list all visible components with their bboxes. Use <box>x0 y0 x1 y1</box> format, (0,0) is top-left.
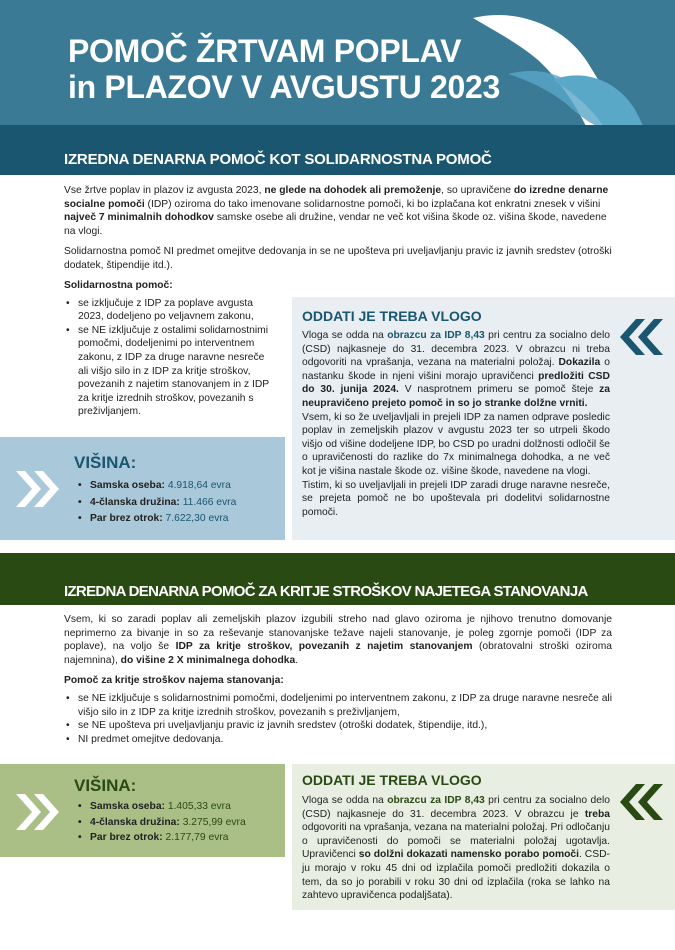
list-item: • se izključuje z IDP za poplave avgusta 2023, dodeljeno po veljavnem zakonu, <box>64 297 276 324</box>
visina-title: VIŠINA: <box>74 776 137 795</box>
page-title: POMOČ ŽRTVAM POPLAV in PLAZOV V AVGUSTU 2023 <box>68 33 501 105</box>
double-chevron-left-icon <box>617 784 663 820</box>
vloga-title: ODDATI JE TREBA VLOGO <box>302 772 482 788</box>
section2-intro <box>64 613 612 746</box>
vloga-box-2 <box>292 764 675 910</box>
double-chevron-right-icon <box>16 471 62 507</box>
section2-paragraph-1: Vsem, ki so zaradi poplav ali zemeljskih plazov izgubili streho nad glavo oziroma je njihovo trenutno domovanje neprimerno za bivanje in so za reševanje stanovanjske težave najeli stanovanje, je poleg zgornje pomoči (IDP za poplave), na voljo še IDP za kritje stroškov, povezanih z najetim stanovanjem (obratovalni stroški oziroma najemnina), do višine 2 X minimalnega dohodka. <box>64 614 612 666</box>
section1-paragraph-2: Solidarnostna pomoč NI predmet omejitve dedovanja in se ne upošteva pri uveljavljanju pravic iz javnih sredstev (otroški dodatek, štipendije itd.). <box>64 246 612 271</box>
section1-intro <box>64 184 612 273</box>
vloga-title: ODDATI JE TREBA VLOGO <box>302 308 482 324</box>
list-item: • se NE izključuje s solidarnostnimi pomočmi, dodeljenimi po interventnem zakonu, z IDP za druge naravne nesreče ali višjo silo in z IDP za kritje izrednih stroškov, povezanih s preživljanjem, <box>64 692 612 719</box>
list-item: • 4-članska družina: 3.275,99 evra <box>76 816 276 830</box>
vloga-text: Vloga se odda na obrazcu za IDP 8,43 pri centru za socialno delo (CSD) najkasneje do 31. decembra 2023. V obrazcu ni treba odgovoriti na vprašanja, vezana na materialni položaj. Dokazila o nastanku škode in njeni višini morajo upravičenci predložiti CSD do 30. junija 2024. V nasprotnem primeru se pomoč šteje za neupravičeno prejeto pomoč in so jo stranke dolžne vrniti. Vsem, ki so že uveljavljali in prejeli IDP za namen odprave posledic poplav in zemeljskih plazov v avgustu 2023 ter so utrpeli škodo višjo od višine dodeljene IDP, bo CSD po uradni dolžnosti odločil še o upravičenosti do razlike do 7x minimalnega dohodka, a ne več kot je višina nastale škode oz. višine škode, navedene na vlogi. Tistim, ki so uveljavljali in prejeli IDP zaradi druge naravne nesreče, se prejeta pomoč ne bo upoštevala pri dodelitvi solidarnostne pomoči. <box>302 330 611 518</box>
double-chevron-right-icon <box>16 794 62 830</box>
section1-list-title: Solidarnostna pomoč: <box>64 280 173 291</box>
visina-box-1 <box>0 437 285 540</box>
section2-list <box>64 692 612 746</box>
list-item: • Par brez otrok: 7.622,30 evra <box>76 512 276 526</box>
section1-paragraph-1: Vse žrtve poplav in plazov iz avgusta 2023, ne glede na dohodek ali premoženje, so upravičene do izredne denarne socialne pomoči (IDP) oziroma do tako imenovane solidarnostne pomoči, ki bo izplačana kot enkratni znesek v višini največ 7 minimalnih dohodkov samske osebe ali družine, vendar ne več kot višina škode oz. višina škode, navedene na vlogi. <box>64 185 609 237</box>
section1-band <box>0 125 675 175</box>
section2-list-title: Pomoč za kritje stroškov najema stanovanja: <box>64 675 284 687</box>
double-chevron-left-icon <box>617 319 663 355</box>
list-item: • Samska oseba: 1.405,33 evra <box>76 800 276 814</box>
list-item: • se NE upošteva pri uveljavljanju pravic iz javnih sredstev (otroški dodatek, štipendije, itd.), <box>64 719 612 733</box>
section2-heading: IZREDNA DENARNA POMOČ ZA KRITJE STROŠKOV NAJETEGA STANOVANJA <box>64 583 588 600</box>
section1-list-block <box>64 279 276 419</box>
list-item: • Samska oseba: 4.918,64 evra <box>76 479 276 493</box>
list-item: • se NE izključuje z ostalimi solidarnostnimi pomočmi, dodeljenimi po interventnem zakonu, z IDP za druge naravne nesreče ali višjo silo in z IDP za kritje stroškov, povezanih z najetim stanovanjem in z IDP za kritje izrednih stroškov, povezanih s preživljanjem. <box>64 324 276 419</box>
list-item: • 4-članska družina: 11.466 evra <box>76 496 276 510</box>
visina-list <box>76 479 276 526</box>
visina-list <box>76 800 276 845</box>
vloga-box-1 <box>292 297 675 540</box>
vloga-text: Vloga se odda na obrazcu za IDP 8,43 pri centru za socialno delo (CSD) najkasneje do 31. decembra 2023. V obrazcu je treba odgovoriti na vprašanja, vezana na materialni položaj. Pri odločanju o upravičenosti do pomoči se materialni položaj ugotavlja. Upravičenci so dolžni dokazati namensko porabo pomoči. CSD-ju morajo v roku 45 dni od izplačila pomoči predložiti dokazila o tem, da so jo porabili v roku 30 dni od izplačila (roka se lahko na zahtevo upravičenca podaljšata). <box>302 795 610 902</box>
section1-list <box>64 297 276 419</box>
visina-box-2 <box>0 764 285 857</box>
section2-band <box>0 553 675 605</box>
section1-heading: IZREDNA DENARNA POMOČ KOT SOLIDARNOSTNA POMOČ <box>64 151 492 168</box>
list-item: • Par brez otrok: 2.177,79 evra <box>76 831 276 845</box>
visina-title: VIŠINA: <box>74 453 137 472</box>
list-item: • NI predmet omejitve dedovanja. <box>64 733 612 747</box>
